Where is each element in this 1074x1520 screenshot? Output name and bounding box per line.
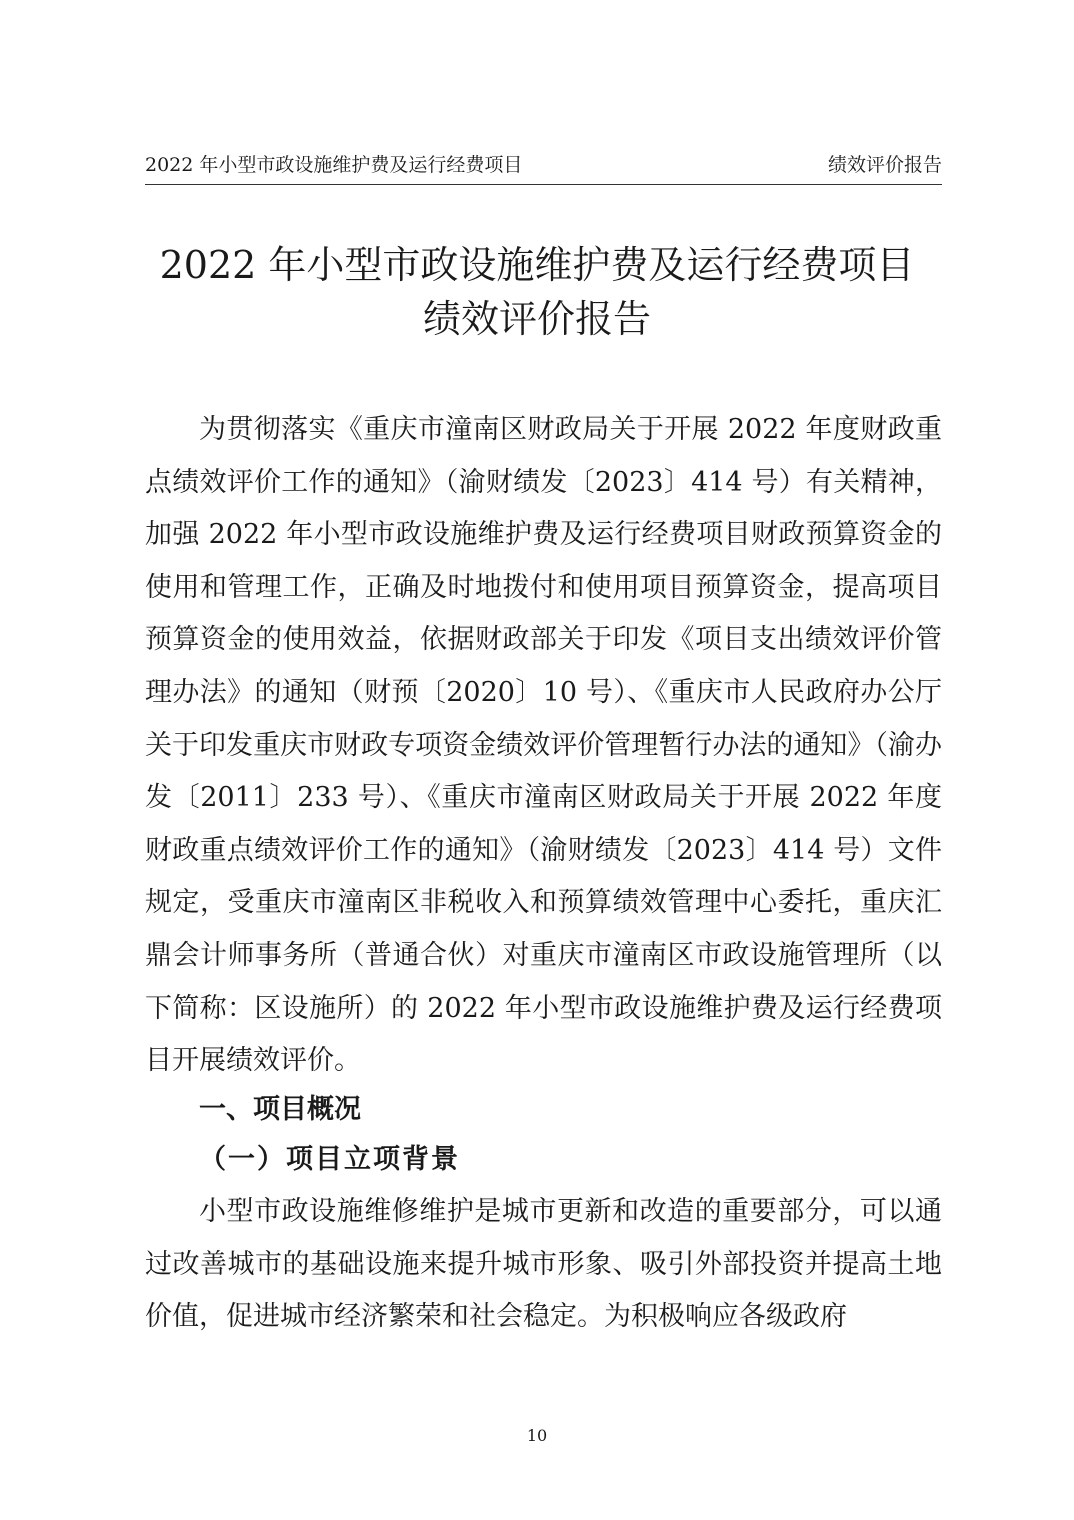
title-line-2: 绩效评价报告 [422, 297, 651, 341]
header-right-text: 绩效评价报告 [827, 154, 942, 176]
background-paragraph: 小型市政设施维修维护是城市更新和改造的重要部分，可以通过改善城市的基础设施来提升城市形象、吸引外部投资并提高土地价值，促进城市经济繁荣和社会稳定。为积极响应各级政府 [145, 1196, 942, 1333]
header-left-text: 2022 年小型市政设施维护费及运行经费项目 [145, 154, 523, 176]
subsection-heading-background: （一）项目立项背景 [199, 1144, 460, 1175]
title-line-1: 2022 年小型市政设施维护费及运行经费项目 [159, 243, 915, 287]
section-heading-project-overview: 一、项目概况 [199, 1094, 361, 1125]
running-header [145, 150, 942, 185]
document-title [100, 238, 974, 346]
intro-paragraph: 为贯彻落实《重庆市潼南区财政局关于开展 2022 年度财政重点绩效评价工作的通知》（渝财绩发〔2023〕414 号）有关精神，加强 2022 年小型市政设施维护费及运行经费项目财政预算资金的使用和管理工作，正确及时地拨付和使用项目预算资金，提高项目预算资金的使用效益，依据财政部关于印发《项目支出绩效评价管理办法》的通知（财预〔2020〕10 号）、《重庆市人民政府办公厅关于印发重庆市财政专项资金绩效评价管理暂行办法的通知》（渝办发〔2011〕233 号）、《重庆市潼南区财政局关于开展 2022 年度财政重点绩效评价工作的通知》（渝财绩发〔2023〕414 号）文件规定，受重庆市潼南区非税收入和预算绩效管理中心委托，重庆汇鼎会计师事务所（普通合伙）对重庆市潼南区市政设施管理所（以下简称：区设施所）的 2022 年小型市政设施维护费及运行经费项目开展绩效评价。 [145, 414, 942, 1077]
page-number: 10 [526, 1426, 548, 1445]
